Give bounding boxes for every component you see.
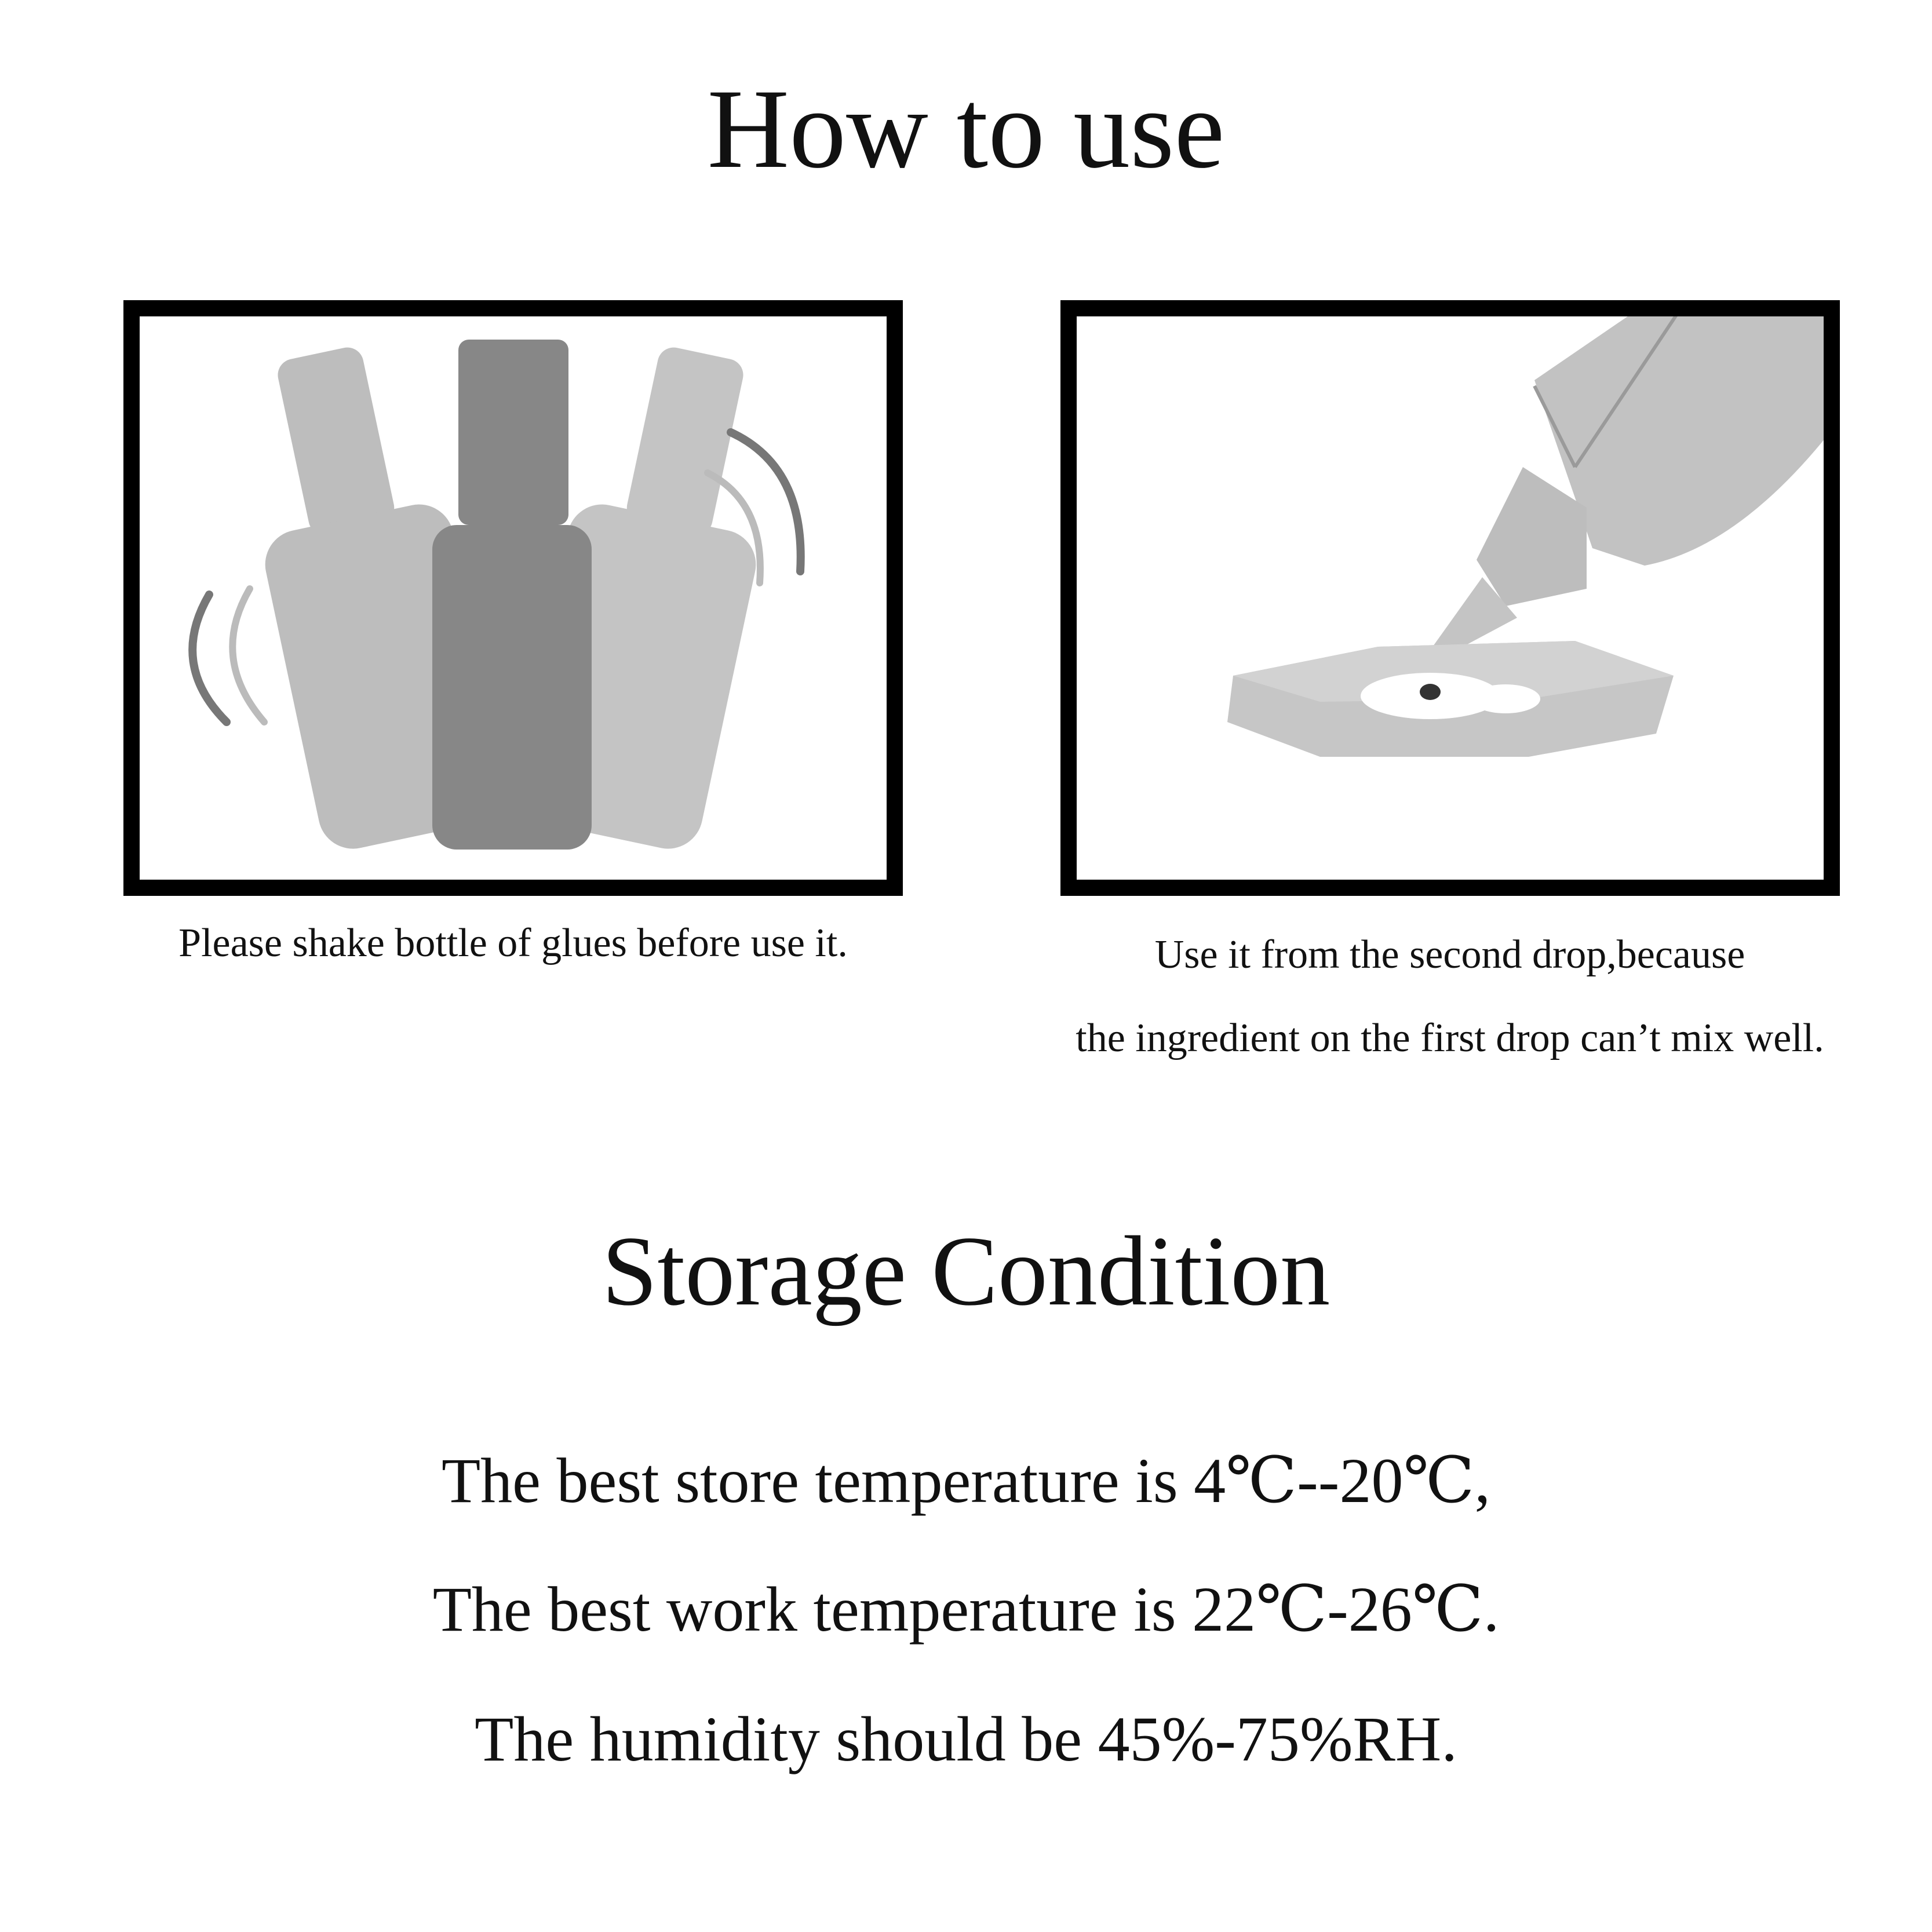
humidity-line: The humidity should be 45%-75%RH. <box>475 1704 1457 1774</box>
storage-temperature-line: The best store temperature is 4℃--20℃, <box>441 1445 1490 1516</box>
shaking-bottle-illustration <box>140 316 887 880</box>
step-2-caption-line-1: Use it from the second drop,because <box>1154 932 1745 977</box>
page-title: How to use <box>707 66 1225 192</box>
shake-bottle-image <box>123 300 903 896</box>
work-temperature-line: The best work temperature is 22℃-26℃. <box>432 1574 1500 1645</box>
storage-title: Storage Condition <box>602 1216 1330 1326</box>
step-2-caption-line-2: the ingredient on the first drop can’t mix well. <box>1076 1016 1824 1060</box>
dropper-image <box>1060 300 1840 896</box>
step-1-caption: Please shake bottle of glues before use it. <box>178 921 848 965</box>
dropper-drop-illustration <box>1077 316 1824 880</box>
